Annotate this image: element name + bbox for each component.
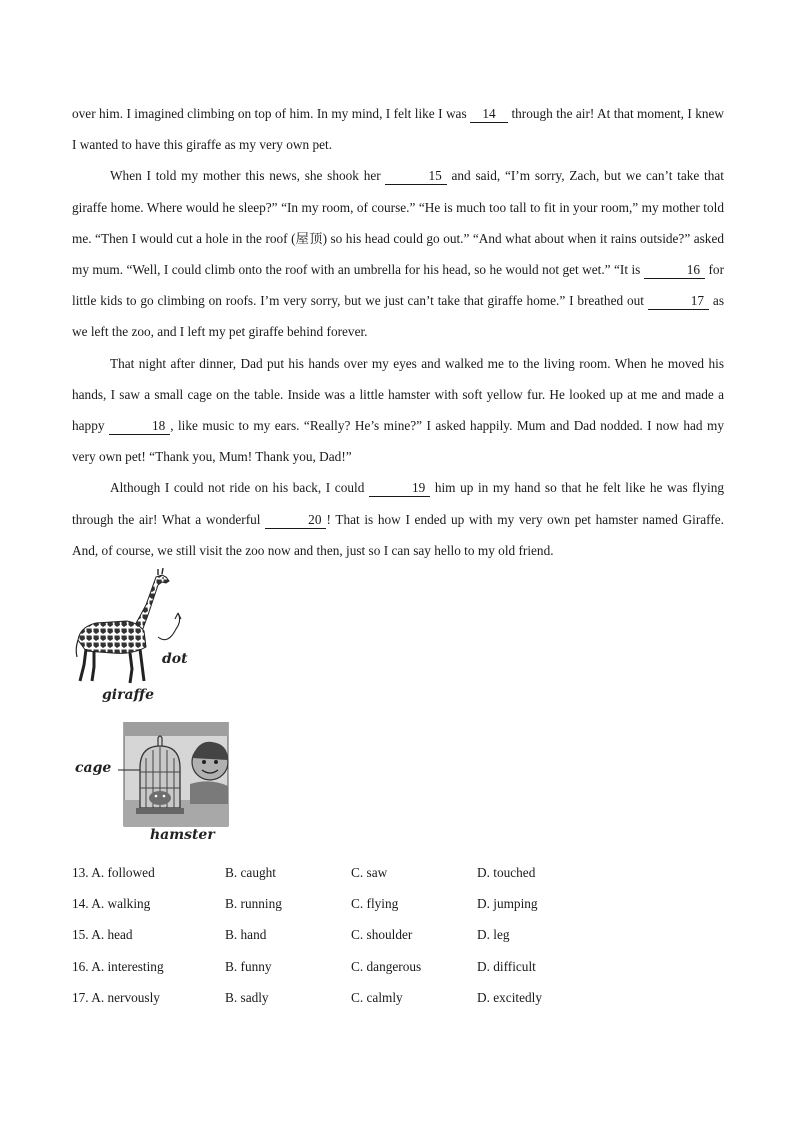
question-number: 14. bbox=[72, 896, 89, 912]
blank-15: 15 bbox=[385, 168, 446, 185]
passage-text: him up in my hand so that he felt like he was flying through the air! What a wonderful bbox=[72, 480, 724, 527]
giraffe-illustration bbox=[72, 565, 202, 690]
option-a bbox=[72, 888, 150, 919]
dot-label: dot bbox=[162, 651, 188, 667]
option-b bbox=[225, 857, 276, 888]
blank-17: 17 bbox=[648, 293, 709, 310]
blank-20: 20 bbox=[265, 512, 326, 529]
option-c bbox=[351, 982, 403, 1013]
option-text: A. walking bbox=[91, 896, 151, 912]
question-number: 15. bbox=[72, 927, 89, 943]
passage-text: and said, “I’m sorry, Zach, but we can’t take that giraffe home. Where would he sleep?” “In my room, of course.” “He is much too tall to fit in your room,” my mother told me. “Then I would cut a hole in the roof (屋顶) so his head could go out.” “And what about when it rains outside?” asked my mum. “Well, I could climb onto the roof with an umbrella for his head, so he would not get wet.” “It is bbox=[72, 168, 724, 278]
option-text: D. touched bbox=[477, 865, 536, 880]
question-number: 16. bbox=[72, 958, 89, 974]
option-a bbox=[72, 857, 155, 888]
question-row bbox=[72, 982, 722, 1013]
option-text: D. difficult bbox=[477, 958, 536, 974]
giraffe-label: giraffe bbox=[102, 687, 155, 703]
hamster-figure bbox=[72, 722, 232, 847]
giraffe-figure bbox=[72, 565, 202, 710]
option-text: B. funny bbox=[225, 958, 272, 974]
option-c bbox=[351, 919, 412, 950]
passage-text: for little kids to go climbing on roofs. I’m very sorry, but we just can’t take that giraffe home.” I breathed out bbox=[72, 262, 724, 309]
option-d bbox=[477, 919, 510, 950]
option-text: A. interesting bbox=[91, 958, 164, 974]
option-a bbox=[72, 982, 160, 1013]
option-d bbox=[477, 888, 538, 919]
option-c bbox=[351, 888, 398, 919]
option-text: B. hand bbox=[225, 927, 267, 943]
option-text: C. saw bbox=[351, 865, 388, 880]
option-text: A. head bbox=[91, 927, 133, 943]
option-text: C. dangerous bbox=[351, 958, 422, 974]
blank-18: 18 bbox=[109, 418, 170, 435]
option-text: B. sadly bbox=[225, 989, 269, 1005]
option-text: A. followed bbox=[91, 865, 155, 880]
option-text: D. jumping bbox=[477, 896, 538, 912]
option-text: C. calmly bbox=[351, 989, 403, 1005]
blank-14: 14 bbox=[470, 106, 508, 123]
option-c bbox=[351, 857, 387, 888]
option-d bbox=[477, 982, 542, 1013]
passage-text: ! That is how I ended up with my very own pet hamster named Giraffe. And, of course, we still visit the zoo now and then, just so I can say hello to my old friend. bbox=[72, 511, 724, 558]
blank-16: 16 bbox=[644, 262, 705, 279]
blank-19: 19 bbox=[369, 480, 430, 497]
passage-paragraph bbox=[72, 98, 724, 160]
option-a bbox=[72, 951, 164, 982]
answer-options bbox=[72, 857, 722, 1013]
option-b bbox=[225, 951, 272, 982]
question-number: 17. bbox=[72, 989, 89, 1005]
question-row bbox=[72, 857, 722, 888]
option-text: A. nervously bbox=[91, 989, 160, 1005]
option-text: C. flying bbox=[351, 896, 399, 912]
option-text: D. leg bbox=[477, 927, 510, 943]
option-b bbox=[225, 888, 282, 919]
option-a bbox=[72, 919, 133, 950]
passage-text: , like music to my ears. “Really? He’s mine?” I asked happily. Mum and Dad nodded. I now had my very own pet! “Thank you, Mum! Thank you, Dad!” bbox=[72, 418, 724, 465]
question-row bbox=[72, 919, 722, 950]
question-row bbox=[72, 888, 722, 919]
option-d bbox=[477, 951, 536, 982]
question-number: 13. bbox=[72, 865, 89, 880]
passage-text: Although I could not ride on his back, I could bbox=[110, 480, 369, 496]
option-b bbox=[225, 982, 269, 1013]
passage-text: over him. I imagined climbing on top of him. In my mind, I felt like I was bbox=[72, 106, 471, 121]
passage-paragraph bbox=[72, 348, 724, 473]
cage-label: cage bbox=[75, 760, 112, 776]
option-text: B. running bbox=[225, 896, 282, 912]
question-row bbox=[72, 951, 722, 982]
option-c bbox=[351, 951, 421, 982]
hamster-label: hamster bbox=[150, 827, 215, 843]
passage-text: When I told my mother this news, she shook her bbox=[110, 168, 386, 184]
passage-text: as we left the zoo, and I left my pet giraffe behind forever. bbox=[72, 293, 724, 340]
option-d bbox=[477, 857, 535, 888]
option-text: B. caught bbox=[225, 865, 276, 880]
passage-text: through the air! At that moment, I knew I wanted to have this giraffe as my very own pet. bbox=[72, 106, 725, 153]
passage-paragraph bbox=[72, 472, 724, 566]
option-text: C. shoulder bbox=[351, 927, 413, 943]
reading-passage bbox=[72, 98, 724, 566]
option-text: D. excitedly bbox=[477, 989, 542, 1005]
passage-paragraph bbox=[72, 160, 724, 347]
passage-text: That night after dinner, Dad put his hands over my eyes and walked me to the living room. When he moved his hands, I saw a small cage on the table. Inside was a little hamster with soft yellow fur. He looked up at me and made a happy bbox=[72, 355, 724, 434]
option-b bbox=[225, 919, 266, 950]
